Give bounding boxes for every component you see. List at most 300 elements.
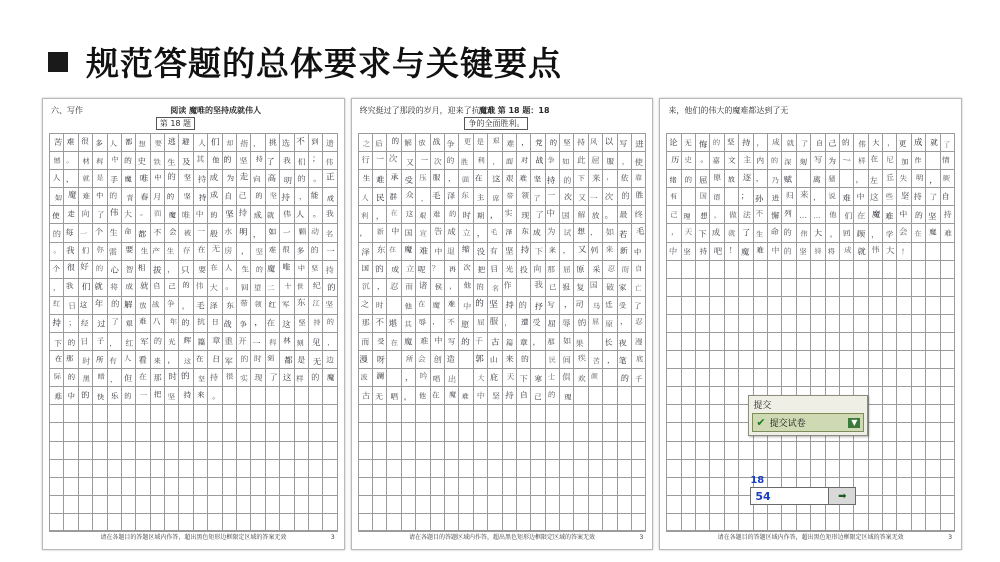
handwritten-character: 的: [123, 155, 132, 165]
handwritten-character: 魔: [432, 300, 441, 311]
grid-cell: [208, 261, 222, 278]
handwritten-character: 时: [167, 371, 177, 383]
handwritten-character: ，: [489, 209, 499, 220]
grid-cell: [854, 206, 868, 223]
grid-cell: [869, 405, 883, 422]
grid-cell: [574, 387, 588, 404]
handwritten-character: 一: [589, 192, 599, 203]
grid-cell: [589, 333, 603, 350]
grid-cell: [897, 243, 911, 260]
handwritten-character: 人: [197, 137, 206, 148]
handwritten-character: 民: [375, 192, 385, 203]
grid-cell: [517, 243, 531, 260]
grid-cell: [237, 369, 251, 386]
handwritten-character: 挑: [269, 137, 278, 147]
grid-cell: [603, 387, 617, 404]
grid-cell: [445, 206, 459, 223]
grid-cell: [93, 224, 107, 241]
grid-cell: [667, 134, 681, 151]
handwritten-character: 颗: [298, 227, 307, 237]
grid-cell: [223, 279, 237, 296]
grid-cell: [667, 387, 681, 404]
handwritten-character: 伟: [858, 139, 866, 149]
grid-cell: [503, 333, 517, 350]
grid-cell: [574, 423, 588, 440]
grid-cell: [136, 442, 150, 459]
handwritten-character: 的: [783, 226, 793, 238]
grid-cell: [165, 333, 179, 350]
handwritten-character: 来: [548, 245, 557, 255]
grid-cell: [93, 423, 107, 440]
grid-cell: [603, 423, 617, 440]
handwritten-character: 屈: [698, 174, 708, 185]
grid-cell: [869, 279, 883, 296]
grid-cell: [151, 224, 165, 241]
grid-cell: [589, 206, 603, 223]
handwritten-character: 写: [813, 155, 823, 166]
grid-cell: [488, 442, 502, 459]
grid-row: [49, 133, 338, 151]
handwritten-character: 为: [828, 156, 837, 166]
grid-cell: [869, 188, 883, 205]
grid-cell: [474, 206, 488, 223]
handwritten-character: 般: [209, 228, 219, 239]
grid-row: [49, 242, 338, 260]
grid-cell: [402, 423, 416, 440]
grid-cell: [725, 442, 739, 459]
handwritten-character: 要: [197, 265, 206, 275]
grid-cell: [560, 423, 574, 440]
grid-cell: [618, 315, 632, 332]
grid-cell: [373, 442, 387, 459]
page-title: [48, 38, 562, 85]
grid-cell: [237, 442, 251, 459]
handwritten-character: 伟: [800, 228, 809, 239]
grid-cell: [560, 387, 574, 404]
grid-cell: [445, 243, 459, 260]
grid-cell: [883, 134, 897, 151]
handwritten-character: 胜: [460, 156, 469, 167]
handwritten-character: 的: [562, 174, 572, 185]
grid-cell: [50, 351, 64, 368]
handwritten-character: 颜: [591, 372, 599, 381]
grid-cell: [739, 152, 753, 169]
handwritten-character: 时: [253, 353, 262, 364]
grid-cell: [387, 170, 401, 187]
grid-cell: [517, 387, 531, 404]
handwritten-character: 持: [505, 299, 515, 311]
handwritten-character: 难: [433, 209, 441, 219]
grid-cell: [840, 442, 854, 459]
grid-cell: [237, 496, 251, 513]
handwritten-character: 难: [885, 210, 894, 221]
handwritten-character: 次: [563, 192, 572, 202]
handwritten-character: 论: [669, 136, 678, 147]
handwritten-character: 坚: [562, 137, 571, 147]
grid-cell: [826, 279, 840, 296]
grid-cell: [797, 369, 811, 386]
grid-row: [49, 495, 338, 513]
grid-cell: [151, 206, 165, 223]
handwritten-character: 是: [297, 354, 306, 365]
grid-cell: [782, 279, 796, 296]
handwritten-character: ，: [109, 337, 118, 348]
handwritten-character: 在: [196, 244, 205, 255]
grid-cell: [151, 460, 165, 477]
grid-cell: [251, 442, 265, 459]
grid-cell: [373, 261, 387, 278]
grid-cell: [667, 460, 681, 477]
grid-cell: [725, 261, 739, 278]
grid-cell: [503, 243, 517, 260]
grid-cell: [531, 514, 545, 530]
grid-cell: [869, 170, 883, 187]
handwritten-character: 归: [785, 190, 794, 201]
handwritten-character: 文: [727, 155, 736, 165]
handwritten-character: 的: [255, 190, 263, 201]
grid-cell: [122, 297, 136, 314]
grid-cell: [574, 333, 588, 350]
handwritten-character: 无: [684, 137, 693, 148]
grid-row: [49, 151, 338, 169]
handwritten-character: 在: [210, 262, 218, 273]
grid-cell: [295, 333, 309, 350]
handwritten-character: 持: [913, 191, 922, 202]
handwritten-character: 坚: [310, 263, 319, 274]
grid-cell: [431, 279, 445, 296]
grid-cell: [402, 134, 416, 151]
grid-cell: [840, 152, 854, 169]
handwritten-character: 。: [699, 154, 709, 164]
grid-cell: [151, 442, 165, 459]
handwritten-character: 相: [137, 263, 146, 273]
grid-cell: [725, 170, 739, 187]
handwritten-character: 面: [505, 156, 514, 166]
handwritten-character: 的: [475, 299, 485, 310]
grid-cell: [768, 134, 782, 151]
handwritten-character: 理: [683, 211, 691, 221]
handwritten-character: ，: [402, 390, 412, 402]
handwritten-character: 厥: [942, 173, 951, 183]
handwritten-character: 古: [362, 390, 371, 401]
grid-cell: [912, 261, 926, 278]
grid-cell: [402, 478, 416, 495]
grid-cell: [416, 405, 430, 422]
grid-cell: [445, 496, 459, 513]
submit-exam-button-label: 提交试卷: [769, 419, 806, 429]
handwritten-character: 来: [505, 354, 514, 364]
handwritten-character: 憾: [53, 156, 61, 165]
handwritten-character: 好: [80, 262, 90, 273]
grid-cell: [589, 514, 603, 530]
grid-cell: [223, 152, 237, 169]
grid-cell: [50, 134, 64, 151]
handwritten-character: 坚: [799, 246, 808, 257]
grid-cell: [869, 134, 883, 151]
grid-cell: [941, 152, 955, 169]
grid-cell: [136, 297, 150, 314]
grid-cell: [295, 224, 309, 241]
grid-cell: [402, 297, 416, 314]
grid-cell: [266, 206, 280, 223]
handwritten-character: 果: [575, 337, 584, 348]
handwritten-character: 年: [169, 317, 178, 328]
grid-cell: [208, 243, 222, 260]
handwritten-character: 手: [110, 174, 119, 185]
handwritten-character: 呀: [376, 353, 385, 364]
grid-cell: [64, 387, 78, 404]
handwritten-character: 光: [505, 264, 514, 275]
handwritten-character: 持: [197, 173, 206, 184]
grid-cell: [840, 351, 854, 368]
handwritten-character: 大: [209, 282, 218, 293]
handwritten-character: 明: [238, 226, 248, 237]
handwritten-character: 无: [211, 244, 221, 255]
grid-cell: [574, 460, 588, 477]
grid-cell: [883, 206, 897, 223]
grid-cell: [869, 224, 883, 241]
grid-cell: [603, 261, 617, 278]
grid-cell: [359, 405, 373, 422]
grid-cell: [179, 514, 193, 530]
grid-cell: [151, 315, 165, 332]
handwritten-character: ，: [181, 300, 191, 311]
page-nav-value[interactable]: 54: [755, 489, 771, 503]
grid-cell: [797, 351, 811, 368]
grid-cell: [93, 134, 107, 151]
grid-cell: [811, 224, 825, 241]
grid-cell: [266, 279, 280, 296]
grid-cell: [431, 333, 445, 350]
grid-cell: [667, 206, 681, 223]
handwritten-character: 坚: [225, 208, 235, 219]
arrow-down-icon[interactable]: ▼: [848, 418, 860, 428]
handwritten-character: 坚: [298, 318, 307, 328]
handwritten-character: 世: [296, 282, 304, 292]
handwritten-character: 自: [815, 138, 823, 148]
handwritten-character: 人: [225, 263, 233, 273]
grid-cell: [416, 333, 430, 350]
grid-cell: [179, 442, 193, 459]
grid-cell: [323, 514, 337, 530]
handwritten-character: 坚: [491, 391, 500, 401]
handwritten-character: 成: [843, 245, 852, 255]
grid-cell: [854, 442, 868, 459]
handwritten-character: 堪: [388, 318, 398, 329]
arrow-right-icon[interactable]: ➡: [828, 488, 855, 504]
grid-cell: [208, 315, 222, 332]
handwritten-character: 生: [109, 227, 119, 238]
grid-cell: [165, 206, 179, 223]
grid-cell: [179, 387, 193, 404]
grid-cell: [151, 496, 165, 513]
handwritten-character: 们: [210, 137, 220, 148]
handwritten-character: 很: [225, 371, 234, 381]
grid-cell: [208, 188, 222, 205]
grid-cell: [725, 496, 739, 513]
grid-cell: [280, 333, 294, 350]
grid-cell: [165, 387, 179, 404]
handwritten-character: 那: [153, 372, 163, 383]
handwritten-character: 其: [403, 319, 412, 330]
grid-cell: [151, 243, 165, 260]
grid-row: [49, 205, 338, 223]
handwritten-character: 我: [325, 209, 334, 219]
handwritten-character: 魔: [326, 372, 335, 382]
sheet-3-header: [666, 105, 955, 131]
grid-cell: [223, 387, 237, 404]
grid-cell: [459, 243, 473, 260]
grid-cell: [912, 279, 926, 296]
handwritten-character: 持: [237, 208, 247, 219]
sheet-1-page-number: 3: [330, 534, 335, 541]
handwritten-character: 持: [280, 192, 290, 204]
grid-cell: [309, 369, 323, 386]
submit-exam-button[interactable]: [752, 413, 864, 432]
grid-cell: [108, 243, 122, 260]
sheet-1-footer: [49, 531, 338, 543]
grid-cell: [667, 478, 681, 495]
grid-cell: [797, 170, 811, 187]
grid-cell: [632, 405, 646, 422]
grid-cell: [122, 351, 136, 368]
grid-cell: [136, 333, 150, 350]
grid-cell: [223, 134, 237, 151]
grid-cell: [280, 134, 294, 151]
handwritten-character: 难: [66, 136, 75, 147]
grid-cell: [309, 460, 323, 477]
grid-cell: [941, 351, 955, 368]
grid-cell: [165, 514, 179, 530]
grid-cell: [710, 243, 724, 260]
grid-cell: [295, 170, 309, 187]
grid-cell: [251, 496, 265, 513]
handwritten-character: 持: [741, 136, 751, 148]
handwritten-character: 人: [296, 208, 305, 219]
grid-cell: [912, 224, 926, 241]
grid-cell: [667, 224, 681, 241]
grid-cell: [840, 224, 854, 241]
grid-cell: [632, 514, 646, 530]
grid-cell: [445, 423, 459, 440]
grid-cell: [266, 297, 280, 314]
handwritten-character: 在: [417, 299, 426, 310]
handwritten-character: 的: [448, 209, 457, 219]
handwritten-character: 遗: [325, 138, 335, 148]
handwritten-character: 众: [405, 190, 414, 200]
grid-cell: [768, 152, 782, 169]
handwritten-character: 实: [239, 373, 249, 384]
handwritten-character: 刻: [267, 353, 275, 363]
grid-cell: [488, 297, 502, 314]
handwritten-character: 日: [80, 335, 90, 346]
grid-cell: [897, 279, 911, 296]
grid-cell: [416, 279, 430, 296]
handwritten-character: 党: [534, 137, 543, 148]
handwritten-character: ，: [504, 318, 513, 328]
grid-row: [358, 133, 647, 151]
grid-cell: [266, 478, 280, 495]
page-nav-input-group[interactable]: [750, 487, 856, 505]
handwritten-character: 坚: [167, 391, 176, 402]
grid-cell: [79, 170, 93, 187]
grid-cell: [560, 333, 574, 350]
handwritten-character: 难: [268, 245, 277, 255]
grid-cell: [323, 351, 337, 368]
grid-cell: [503, 351, 517, 368]
handwritten-character: 争: [547, 155, 556, 165]
grid-cell: [797, 442, 811, 459]
grid-cell: [237, 170, 251, 187]
handwritten-character: 望: [253, 283, 262, 293]
handwritten-character: 坚: [239, 155, 248, 166]
grid-cell: [93, 460, 107, 477]
grid-cell: [194, 460, 208, 477]
grid-cell: [402, 279, 416, 296]
grid-cell: [93, 405, 107, 422]
grid-cell: [64, 206, 78, 223]
grid-cell: [122, 478, 136, 495]
grid-cell: [165, 224, 179, 241]
grid-cell: [682, 315, 696, 332]
grid-cell: [309, 333, 323, 350]
grid-cell: [768, 333, 782, 350]
handwritten-character: 间: [562, 354, 571, 365]
grid-cell: [754, 297, 768, 314]
handwritten-character: 生: [166, 156, 176, 168]
handwritten-character: 一: [282, 228, 291, 238]
grid-cell: [251, 315, 265, 332]
handwritten-character: 退: [446, 246, 455, 257]
grid-cell: [618, 460, 632, 477]
grid-cell: [237, 134, 251, 151]
grid-cell: [431, 297, 445, 314]
handwritten-character: 需: [108, 246, 118, 258]
grid-cell: [387, 152, 401, 169]
handwritten-character: 天: [685, 227, 693, 237]
grid-cell: [122, 405, 136, 422]
handwritten-character: 是: [476, 136, 485, 146]
grid-cell: [402, 369, 416, 386]
grid-cell: [883, 351, 897, 368]
handwritten-character: 的: [239, 354, 249, 364]
grid-cell: [165, 261, 179, 278]
grid-cell: [883, 478, 897, 495]
grid-cell: [503, 478, 517, 495]
grid-cell: [50, 442, 64, 459]
handwritten-character: 把: [154, 389, 162, 399]
handwritten-character: 。: [829, 229, 838, 239]
grid-cell: [295, 188, 309, 205]
grid-cell: [768, 170, 782, 187]
grid-cell: [782, 297, 796, 314]
grid-row: [358, 278, 647, 296]
grid-cell: [632, 279, 646, 296]
grid-cell: [295, 405, 309, 422]
grid-cell: [179, 405, 193, 422]
grid-cell: [926, 369, 940, 386]
handwritten-character: 千: [474, 335, 484, 346]
grid-cell: [560, 224, 574, 241]
grid-cell: [589, 496, 603, 513]
handwritten-character: 席: [492, 193, 500, 203]
grid-cell: [897, 206, 911, 223]
grid-cell: [941, 478, 955, 495]
grid-cell: [136, 315, 150, 332]
handwritten-character: 毛: [195, 300, 205, 312]
handwritten-character: 十: [284, 281, 292, 292]
handwritten-character: 骚: [828, 173, 837, 184]
